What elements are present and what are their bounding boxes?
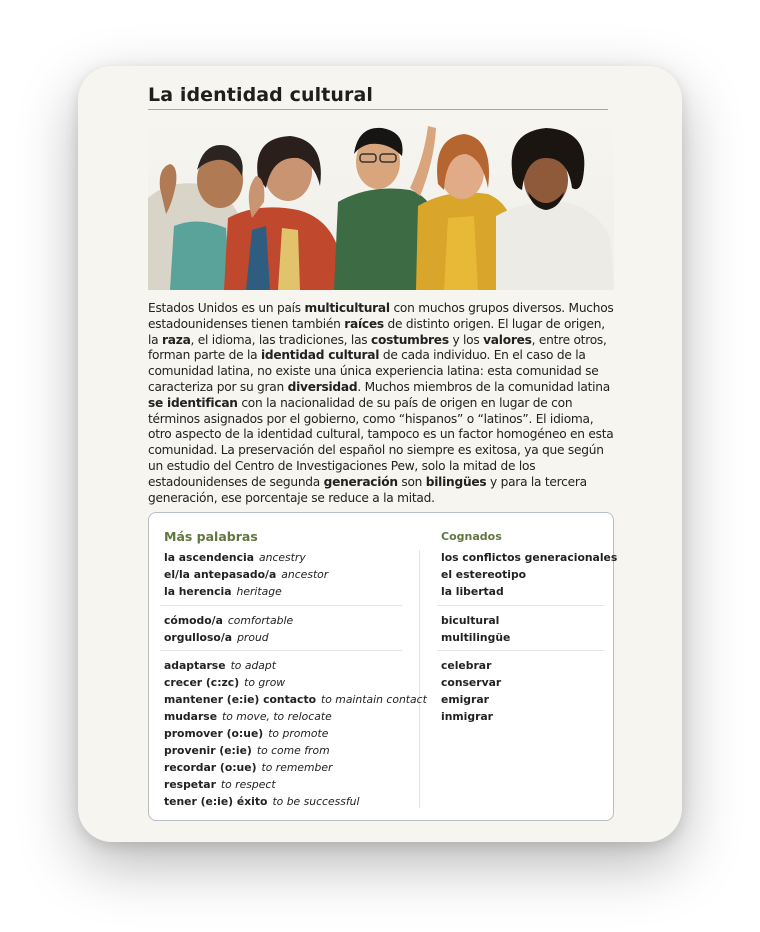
cognate-term: celebrar (441, 659, 492, 672)
vocab-entry (164, 793, 427, 810)
vocab-entry (164, 691, 427, 708)
vocab-entry (164, 612, 293, 629)
body-paragraph (148, 301, 618, 506)
key-term: generación (323, 474, 398, 489)
cognate-group (441, 549, 617, 600)
key-term: identidad cultural (260, 348, 380, 363)
spanish-term: mantener (e:ie) contacto (164, 693, 317, 706)
title-underline (148, 109, 608, 110)
english-translation: proud (237, 631, 269, 644)
cognate-group (441, 657, 501, 725)
cognados-heading: Cognados (441, 530, 502, 543)
spanish-term: crecer (c:zc) (164, 676, 240, 689)
spanish-term: la herencia (164, 585, 232, 598)
group-separator (160, 605, 402, 606)
english-translation: to adapt (230, 659, 277, 672)
spanish-term: cómodo/a (164, 614, 223, 627)
key-term: valores (483, 332, 532, 347)
text-run: de distinto origen. El lugar de origen, la (148, 316, 605, 347)
text-run: , entre otros, forman parte de la (148, 332, 607, 363)
vocab-entry (164, 566, 328, 583)
vocab-entry (164, 549, 328, 566)
english-translation: to remember (261, 761, 333, 774)
vocab-entry (164, 629, 293, 646)
text-run: , el idioma, las tradiciones, las (190, 332, 372, 347)
vocab-entry (164, 657, 427, 674)
cognate-group (441, 612, 510, 646)
spanish-term: recordar (o:ue) (164, 761, 257, 774)
text-run: son (397, 474, 426, 489)
vocab-entry (164, 583, 328, 600)
vocab-group (164, 612, 293, 646)
english-translation: to promote (268, 727, 329, 740)
spanish-term: mudarse (164, 710, 218, 723)
english-translation: to respect (220, 778, 276, 791)
english-translation: to come from (256, 744, 330, 757)
english-translation: to grow (244, 676, 286, 689)
key-term: raíces (344, 316, 384, 331)
spanish-term: el/la antepasado/a (164, 568, 277, 581)
english-translation: to maintain contact (321, 693, 427, 706)
group-photo (148, 118, 614, 290)
vocab-entry (164, 759, 427, 776)
cognate-term: conservar (441, 676, 502, 689)
text-run: y para la tercera generación, ese porcentaje se reduce a la mitad. (148, 474, 587, 505)
spanish-term: provenir (e:ie) (164, 744, 252, 757)
key-term: diversidad (287, 379, 358, 394)
cognate-term: el estereotipo (441, 568, 527, 581)
vocab-entry (164, 725, 427, 742)
key-term: multicultural (304, 301, 390, 315)
text-run: Estados Unidos es un país (148, 301, 305, 315)
group-separator (437, 605, 604, 606)
cognate-term: inmigrar (441, 710, 494, 723)
group-separator (437, 650, 604, 651)
text-run: con la nacionalidad de su país de origen en lugar de con términos asignados por el gobierno, como “hispanos” o “latinos”. El idioma, otro aspecto de la identidad cultural, tampoco es un factor homogéneo en esta comunidad. La preservación del español no siempre es exitosa, ya que según un estudio del Centro de Investigaciones Pew, solo la mitad de los estadounidenses de segunda (148, 395, 614, 489)
text-run: de cada individuo. En el caso de la comunidad latina, no existe una única experiencia latina: esta comunidad se caracteriza por su gran (148, 348, 599, 394)
spanish-term: adaptarse (164, 659, 226, 672)
cognate-term: bicultural (441, 614, 500, 627)
cognate-term: los conflictos generacionales (441, 551, 618, 564)
group-separator (160, 650, 402, 651)
spanish-term: tener (e:ie) éxito (164, 795, 268, 808)
vocab-entry (164, 674, 427, 691)
english-translation: heritage (236, 585, 282, 598)
spanish-term: orgulloso/a (164, 631, 233, 644)
vocab-entry (164, 708, 427, 725)
english-translation: ancestor (281, 568, 329, 581)
cognate-term: emigrar (441, 693, 489, 706)
vocab-entry (164, 742, 427, 759)
english-translation: comfortable (227, 614, 294, 627)
page-title: La identidad cultural (148, 84, 374, 106)
english-translation: to be successful (272, 795, 360, 808)
mas-palabras-heading: Más palabras (164, 529, 258, 544)
text-run: y los (448, 332, 484, 347)
text-run: con muchos grupos diversos. Muchos estadounidenses tienen también (148, 301, 614, 331)
english-translation: to move, to relocate (222, 710, 332, 723)
key-term: bilingües (425, 474, 487, 489)
spanish-term: la ascendencia (164, 551, 254, 564)
text-run: . Muchos miembros de la comunidad latina (357, 379, 610, 394)
key-term: se identifican (148, 395, 238, 410)
spanish-term: promover (o:ue) (164, 727, 264, 740)
vocab-group (164, 657, 427, 810)
cognate-term: multilingüe (441, 631, 511, 644)
key-term: raza (161, 332, 191, 347)
vocab-group (164, 549, 328, 600)
english-translation: ancestry (259, 551, 306, 564)
cognate-term: la libertad (441, 585, 504, 598)
key-term: costumbres (371, 332, 449, 347)
vocab-entry (164, 776, 427, 793)
spanish-term: respetar (164, 778, 216, 791)
